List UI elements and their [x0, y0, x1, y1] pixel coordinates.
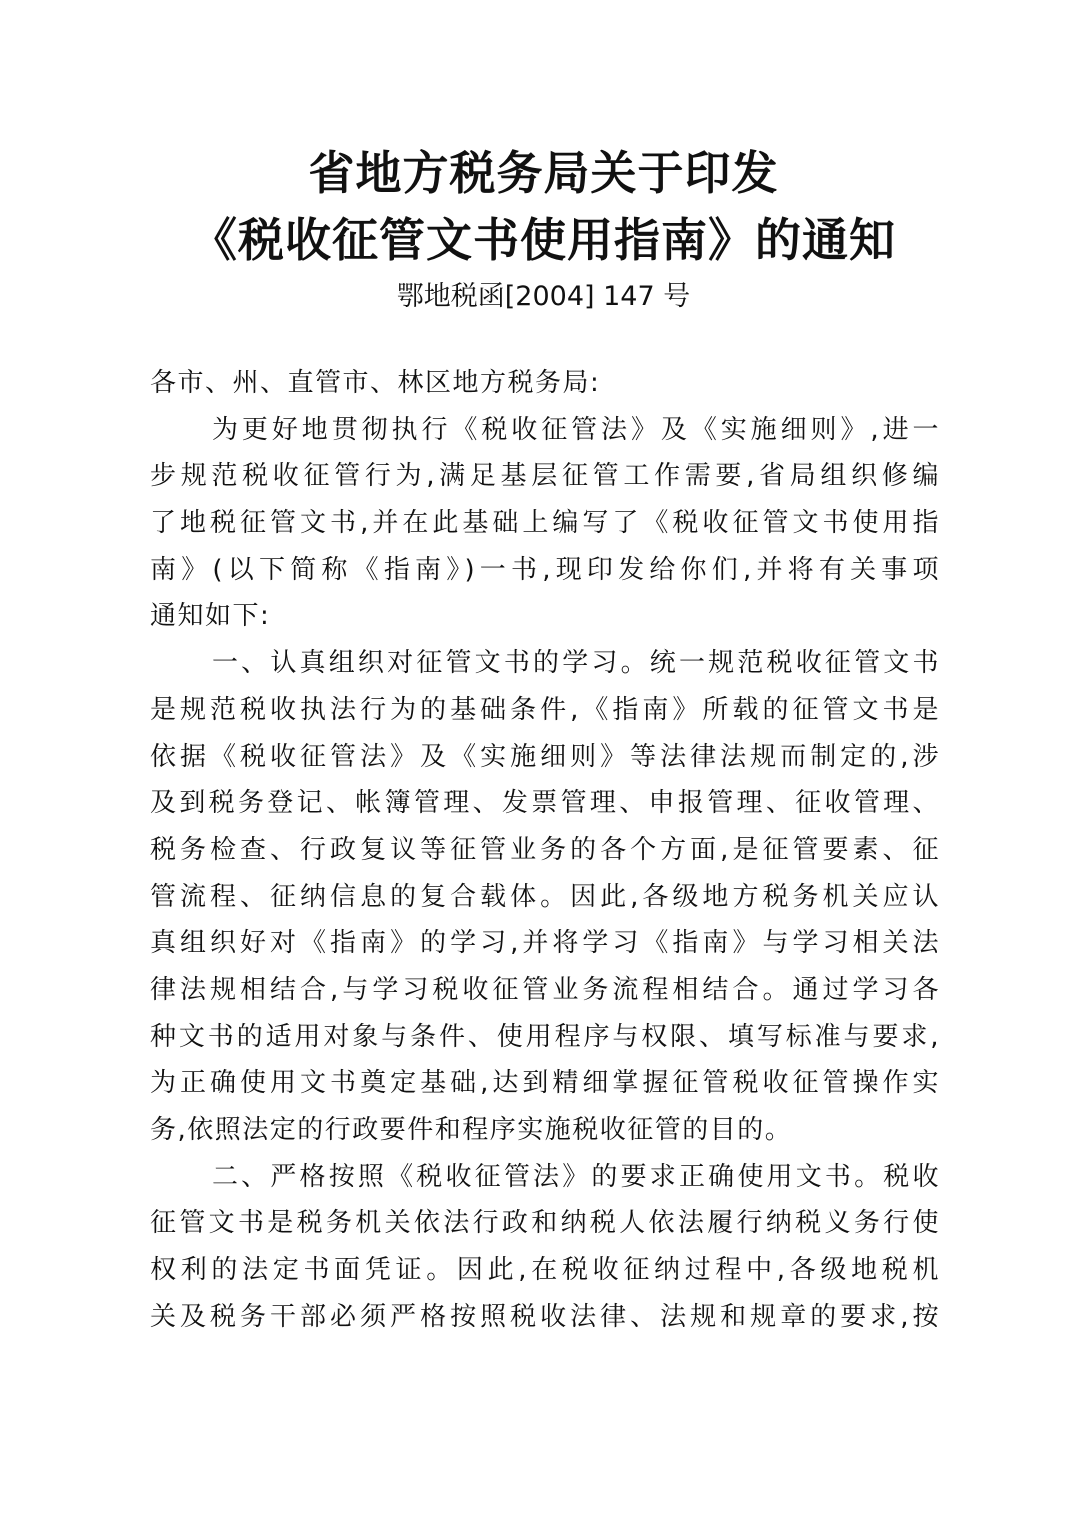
document-title-line-2: 《税收征管文书使用指南》的通知: [191, 213, 896, 267]
paragraph-line: 税务检查、行政复议等征管业务的各个方面,是征管要素、征: [150, 834, 940, 865]
paragraph-line: 征管文书是税务机关依法行政和纳税人依法履行纳税义务行使: [150, 1208, 940, 1239]
paragraph-line: 为正确使用文书奠定基础,达到精细掌握征管税收征管操作实: [150, 1068, 940, 1099]
paragraph-line: 务,依照法定的行政要件和程序实施税收征管的目的。: [150, 1115, 793, 1145]
document-title-line-1: 省地方税务局关于印发: [308, 146, 779, 200]
document-number: 鄂地税函[2004] 147 号: [396, 281, 691, 312]
paragraph: [150, 1154, 940, 1341]
paragraph-line: 二、严格按照《税收征管法》的要求正确使用文书。税收: [212, 1161, 940, 1192]
paragraph-line: 权利的法定书面凭证。因此,在税收征纳过程中,各级地税机: [150, 1255, 940, 1286]
paragraph-line: 管流程、征纳信息的复合载体。因此,各级地方税务机关应认: [150, 881, 940, 912]
paragraph-line: 种文书的适用对象与条件、使用程序与权限、填写标准与要求,: [150, 1021, 940, 1052]
paragraph: [150, 407, 940, 640]
paragraph-line: 了地税征管文书,并在此基础上编写了《税收征管文书使用指: [150, 508, 940, 539]
paragraph-line: 是规范税收执法行为的基础条件,《指南》所载的征管文书是: [150, 694, 940, 725]
paragraph-line: 关及税务干部必须严格按照税收法律、法规和规章的要求,按: [150, 1301, 940, 1332]
paragraph-line: 步规范税收征管行为,满足基层征管工作需要,省局组织修编: [150, 461, 940, 492]
paragraph-line: 真组织好对《指南》的学习,并将学习《指南》与学习相关法: [150, 928, 940, 959]
paragraph-line: 及到税务登记、帐簿管理、发票管理、申报管理、征收管理、: [150, 788, 940, 819]
paragraph-line: 南》(以下简称《指南》)一书,现印发给你们,并将有关事项: [150, 554, 940, 585]
paragraph-line: 律法规相结合,与学习税收征管业务流程相结合。通过学习各: [150, 974, 940, 1005]
paragraph-line: 通知如下:: [150, 601, 271, 632]
paragraph-line: 依据《税收征管法》及《实施细则》等法律法规而制定的,涉: [150, 741, 940, 772]
document-body: [150, 360, 940, 1340]
addressee: 各市、州、直管市、林区地方税务局:: [150, 368, 601, 398]
paragraph-line: 为更好地贯彻执行《税收征管法》及《实施细则》,进一: [212, 414, 940, 445]
paragraph: [150, 640, 940, 1154]
paragraph-line: 一、认真组织对征管文书的学习。统一规范税收征管文书: [212, 648, 940, 679]
